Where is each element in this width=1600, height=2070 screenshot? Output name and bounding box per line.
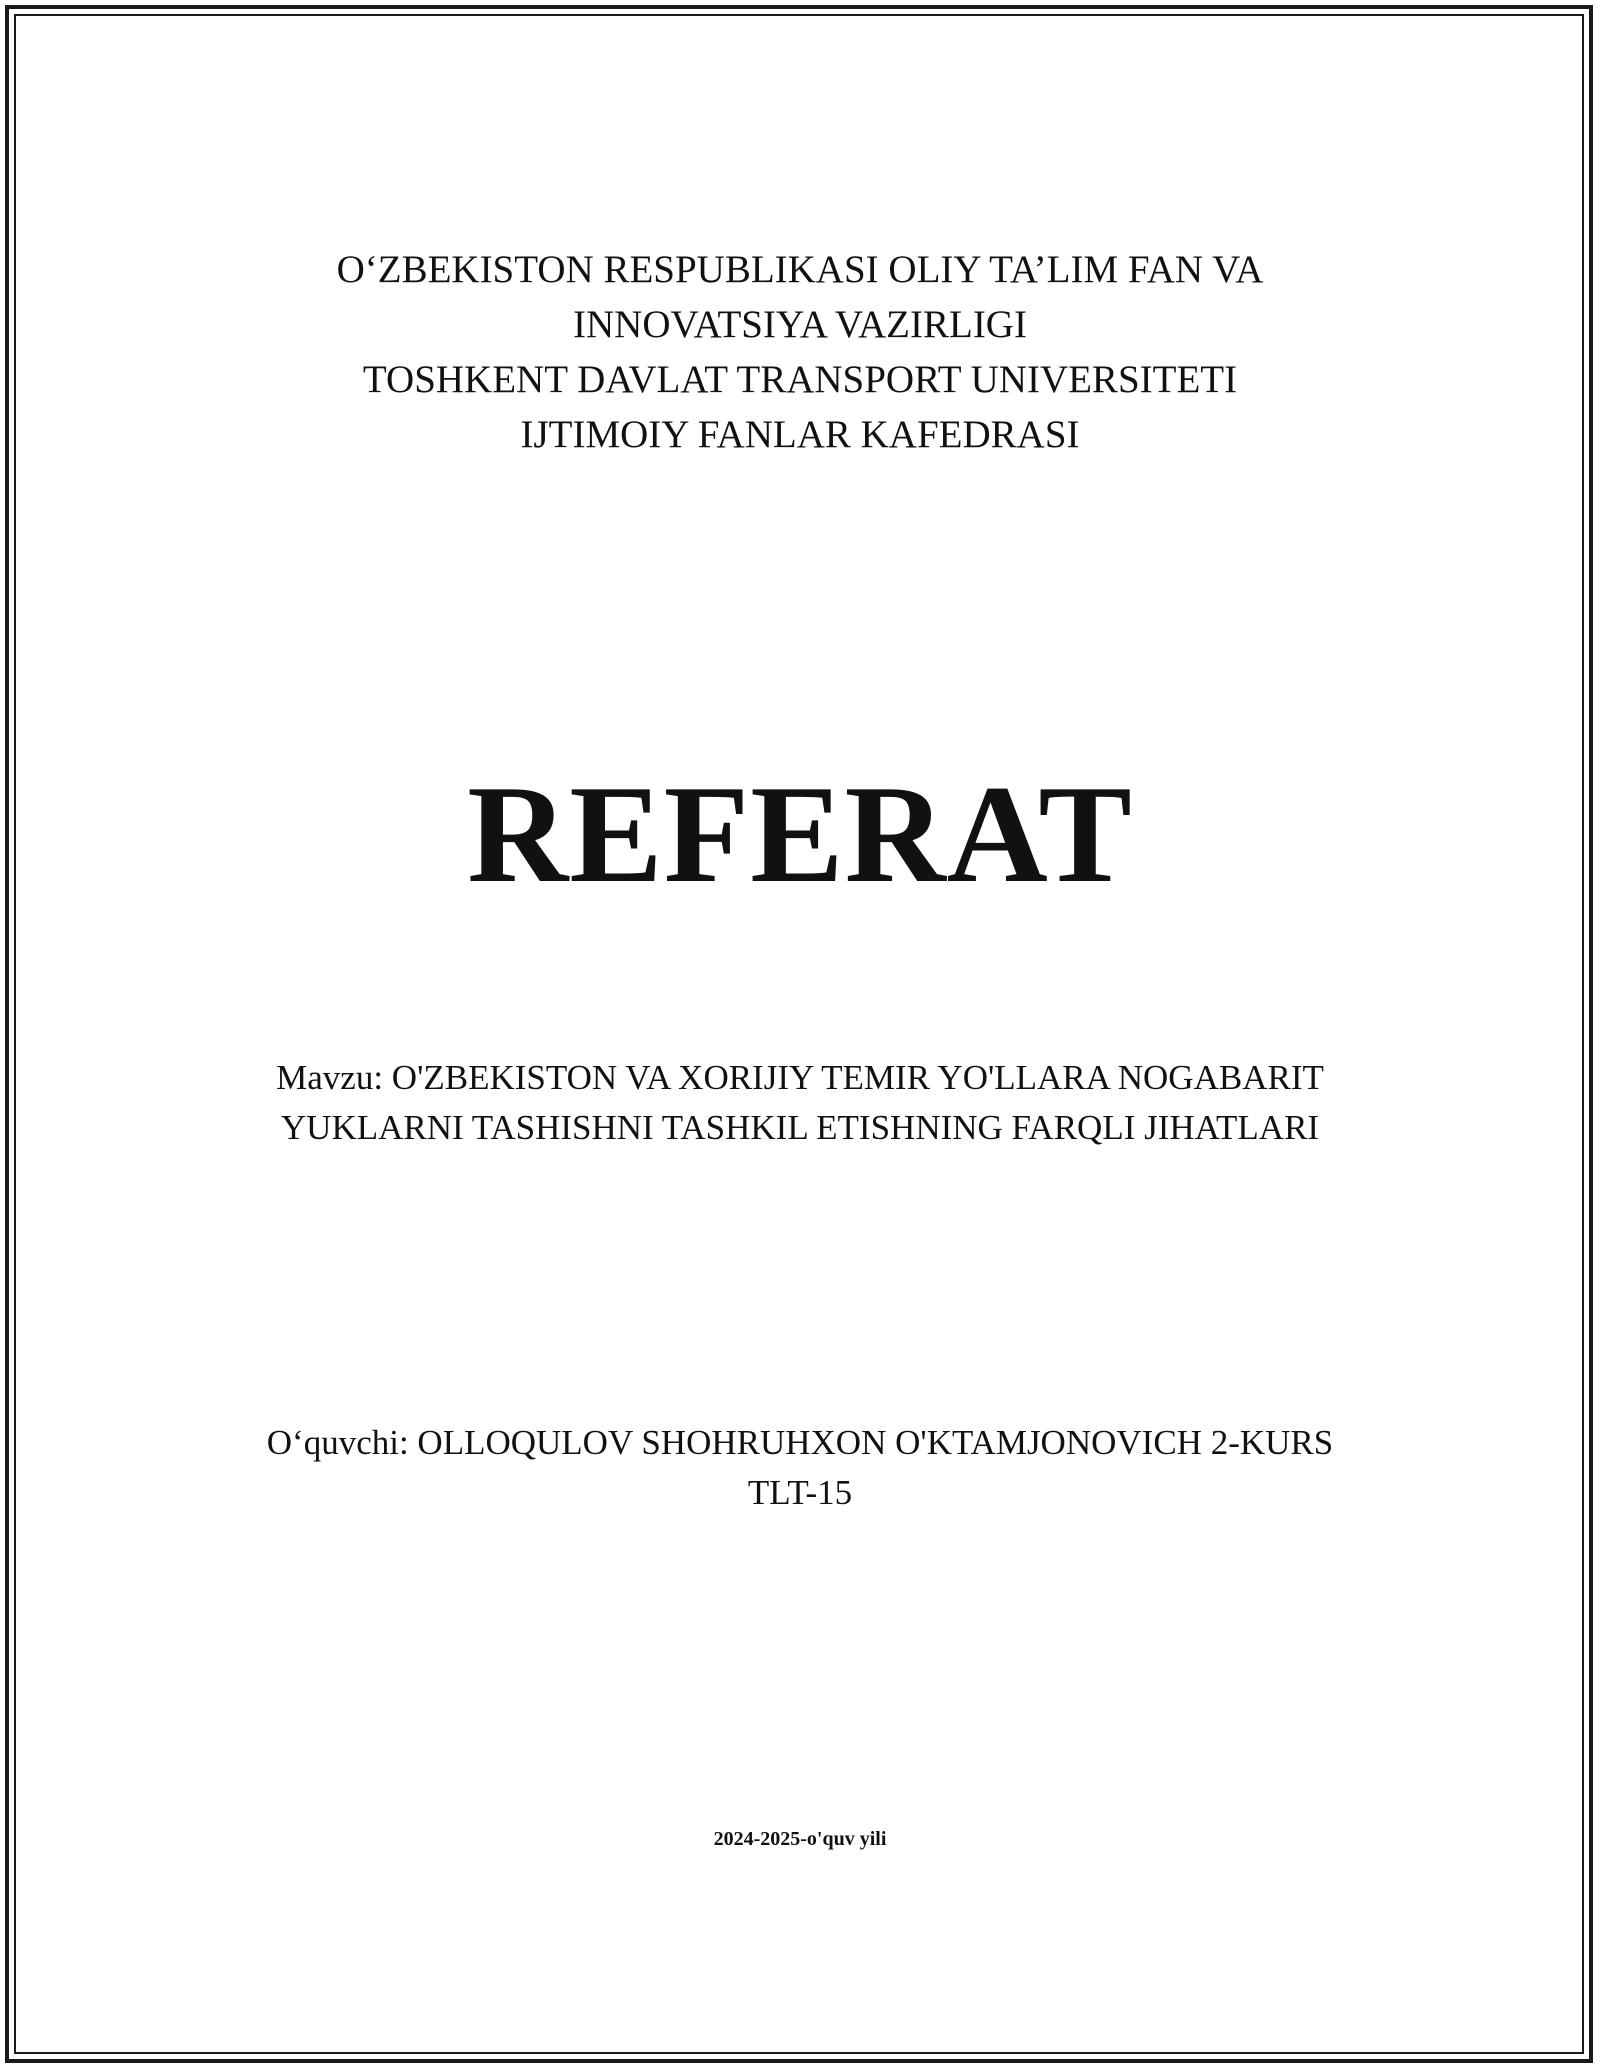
ministry-line-1: O‘ZBEKISTON RESPUBLIKASI OLIY TA’LIM FAN VA xyxy=(336,248,1264,291)
topic-block xyxy=(0,1053,1600,1153)
document-title: REFERAT xyxy=(467,757,1133,912)
university-name: TOSHKENT DAVLAT TRANSPORT UNIVERSITETI xyxy=(362,358,1238,401)
topic-line-1: Mavzu: O'ZBEKISTON VA XORIJIY TEMIR YO'LLARA NOGABARIT xyxy=(276,1058,1324,1097)
ministry-line-2: INNOVATSIYA VAZIRLIGI xyxy=(573,303,1027,346)
academic-year: 2024-2025-o'quv yili xyxy=(713,1828,887,1850)
student-block xyxy=(0,1418,1600,1518)
student-group: TLT-15 xyxy=(747,1473,853,1512)
department-name: IJTIMOIY FANLAR KAFEDRASI xyxy=(520,413,1080,456)
student-line-1: O‘quvchi: OLLOQULOV SHOHRUHXON O'KTAMJONOVICH 2-KURS xyxy=(266,1423,1334,1462)
topic-line-2: YUKLARNI TASHISHNI TASHKIL ETISHNING FARQLI JIHATLARI xyxy=(280,1108,1320,1147)
institution-header xyxy=(0,242,1600,462)
